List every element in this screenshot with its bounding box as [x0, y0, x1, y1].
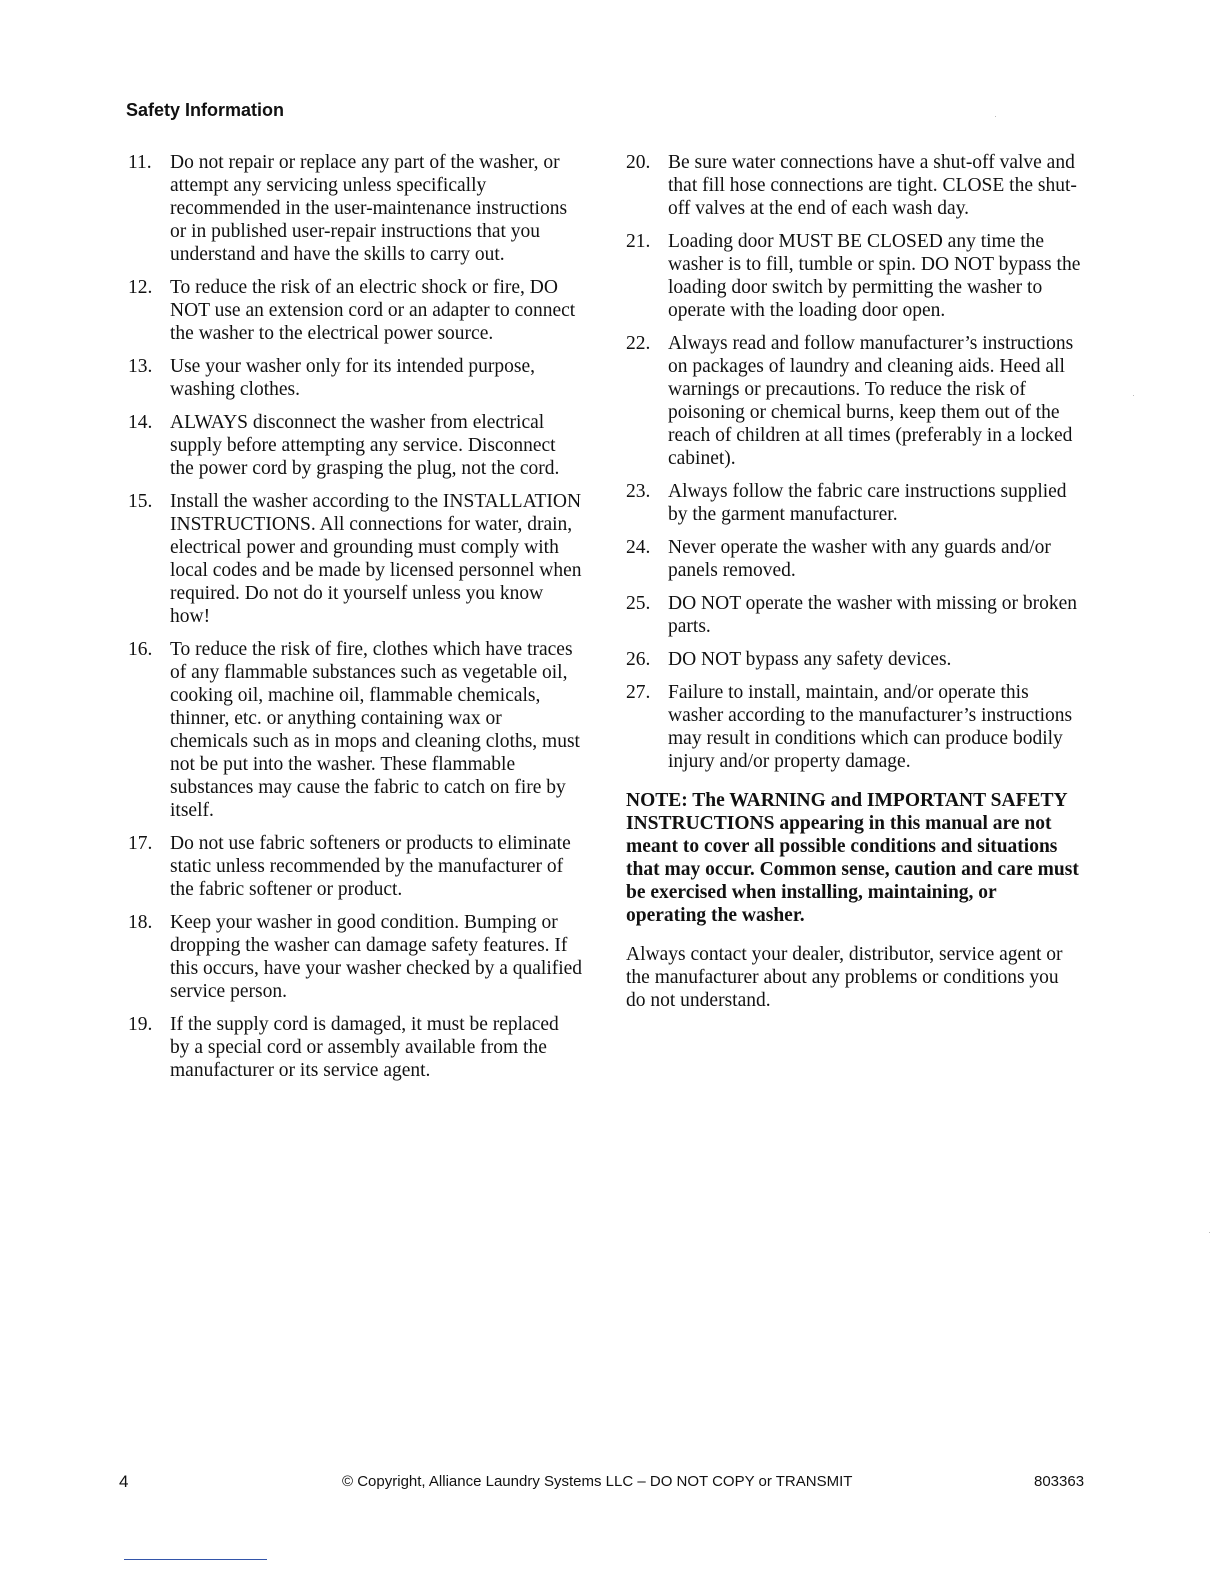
- list-item: [128, 490, 583, 628]
- item-text: Use your washer only for its intended purpose, washing clothes.: [170, 356, 536, 400]
- item-number: 19.: [128, 1014, 153, 1035]
- scan-speck: [1209, 1232, 1210, 1233]
- item-number: 20.: [626, 152, 651, 173]
- list-item: [128, 276, 583, 345]
- item-number: 11.: [128, 152, 152, 173]
- item-number: 23.: [626, 481, 651, 502]
- list-item: [626, 332, 1081, 470]
- list-item: [626, 151, 1081, 220]
- item-text: To reduce the risk of an electric shock or fire, DO NOT use an extension cord or an adapter to connect the washer to the electrical power source.: [170, 277, 576, 344]
- item-text: To reduce the risk of fire, clothes which have traces of any flammable substances such as vegetable oil, cooking oil, machine oil, flammable chemicals, thinner, etc. or anything containing wax or chemicals such as in mops and cleaning cloths, must not be put into the washer. These flammable substances may cause the fabric to catch on fire by itself.: [170, 639, 580, 821]
- list-item: [626, 230, 1081, 322]
- item-text: Failure to install, maintain, and/or operate this washer according to the manufacturer’s instructions may result in conditions which can produce bodily injury and/or property damage.: [668, 682, 1073, 772]
- item-number: 18.: [128, 912, 153, 933]
- item-text: ALWAYS disconnect the washer from electrical supply before attempting any service. Disconnect the power cord by grasping the plug, not the cord.: [170, 412, 560, 479]
- section-title: Safety Information: [126, 100, 285, 120]
- item-text: Loading door MUST BE CLOSED any time the washer is to fill, tumble or spin. DO NOT bypass the loading door switch by permitting the washer to operate with the loading door open.: [668, 231, 1081, 321]
- item-text: Always follow the fabric care instructions supplied by the garment manufacturer.: [668, 481, 1067, 525]
- item-text: DO NOT bypass any safety devices.: [668, 649, 952, 670]
- list-item: [128, 832, 583, 901]
- item-number: 22.: [626, 333, 651, 354]
- item-number: 13.: [128, 356, 153, 377]
- item-text: Be sure water connections have a shut-off valve and that fill hose connections are tight. CLOSE the shut-off valves at the end of each wash day.: [668, 152, 1077, 219]
- document-number: 803363: [1034, 1473, 1085, 1490]
- list-item: [128, 911, 583, 1003]
- item-text: Keep your washer in good condition. Bumping or dropping the washer can damage safety features. If this occurs, have your washer checked by a qualified service person.: [170, 912, 583, 1002]
- item-number: 27.: [626, 682, 651, 703]
- item-number: 14.: [128, 412, 153, 433]
- list-item: [626, 681, 1081, 773]
- item-number: 21.: [626, 231, 651, 252]
- item-number: 24.: [626, 537, 651, 558]
- item-number: 25.: [626, 593, 651, 614]
- item-text: Do not use fabric softeners or products to eliminate static unless recommended by the manufacturer of the fabric softener or product.: [170, 833, 571, 900]
- list-item: [128, 1013, 583, 1082]
- list-item: [128, 355, 583, 401]
- list-item: [626, 536, 1081, 582]
- scan-edge-line: [124, 1559, 267, 1560]
- list-item: [128, 411, 583, 480]
- item-number: 17.: [128, 833, 153, 854]
- list-item: [128, 638, 583, 822]
- page-number: 4: [119, 1472, 129, 1491]
- left-column: [128, 151, 583, 1092]
- item-text: DO NOT operate the washer with missing or broken parts.: [668, 593, 1078, 637]
- scan-speck: [1133, 395, 1134, 396]
- right-column: [626, 151, 1081, 1012]
- item-text: If the supply cord is damaged, it must be replaced by a special cord or assembly available from the manufacturer or its service agent.: [170, 1014, 559, 1081]
- item-text: Always read and follow manufacturer’s instructions on packages of laundry and cleaning aids. Heed all warnings or precautions. To reduce the risk of poisoning or chemical burns, keep them out of the reach of children at all times (preferably in a locked cabinet).: [668, 333, 1074, 469]
- item-number: 16.: [128, 639, 153, 660]
- list-item: [128, 151, 583, 266]
- item-text: Never operate the washer with any guards and/or panels removed.: [668, 537, 1051, 581]
- item-number: 15.: [128, 491, 153, 512]
- item-text: Install the washer according to the INSTALLATION INSTRUCTIONS. All connections for water, drain, electrical power and grounding must comply with local codes and be made by licensed personnel when required. Do not do it yourself unless you know how!: [170, 491, 582, 627]
- list-item: [626, 592, 1081, 638]
- closing-paragraph: Always contact your dealer, distributor, service agent or the manufacturer about any problems or conditions you do not understand.: [626, 944, 1063, 1011]
- scan-speck: [995, 116, 996, 117]
- copyright-notice: © Copyright, Alliance Laundry Systems LLC – DO NOT COPY or TRANSMIT: [342, 1473, 853, 1490]
- item-text: Do not repair or replace any part of the washer, or attempt any servicing unless specifically recommended in the user-maintenance instructions or in published user-repair instructions that you understand and have the skills to carry out.: [170, 152, 568, 265]
- item-number: 26.: [626, 649, 651, 670]
- list-item: [626, 480, 1081, 526]
- safety-note: NOTE: The WARNING and IMPORTANT SAFETY INSTRUCTIONS appearing in this manual are not meant to cover all possible conditions and situations that may occur. Common sense, caution and care must be exercised when installing, maintaining, or operating the washer.: [626, 790, 1079, 926]
- item-number: 12.: [128, 277, 153, 298]
- list-item: [626, 648, 1081, 671]
